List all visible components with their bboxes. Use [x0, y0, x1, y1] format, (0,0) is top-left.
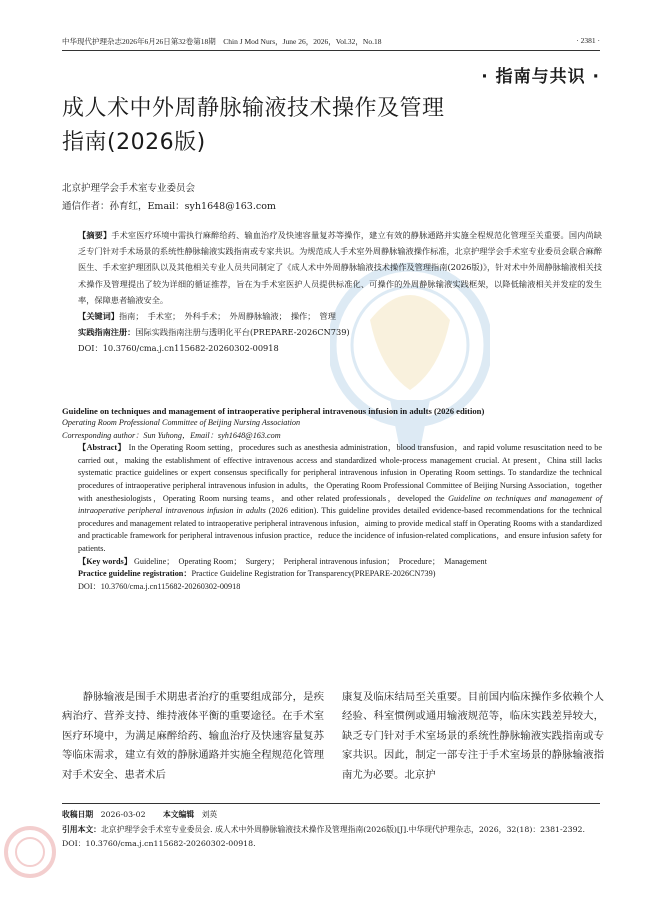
- keywords-en-text: Guideline； Operating Room； Surgery； Peripheral intravenous infusion； Procedure； Management: [133, 556, 487, 566]
- footer-divider: [62, 803, 600, 804]
- abstract-cn: [62, 227, 602, 357]
- citation-text: 北京护理学会手术室专业委员会. 成人术中外周静脉输液技术操作及管理指南(2026版)[J].中华现代护理杂志，2026，32(18)：2381-2392. DOI：10.3760/cma.j.cn115682-20260302-00918.: [62, 824, 585, 848]
- running-header-text: 中华现代护理杂志2026年6月26日第32卷第18期 Chin J Mod Nurs，June 26，2026，Vol.32，No.18: [62, 37, 382, 46]
- article-title-cn: [62, 92, 602, 160]
- registration-cn: [62, 324, 602, 340]
- received-date: 2026-03-02: [100, 810, 146, 819]
- abstract-en-text-1: In the Operating Room setting，procedures such as anesthesia administration，blood transfusion，and rapid volume resuscitation need to be carried out，making the establishment of effective intravenous access and standardized whole-process management crucial. At present，China still lacks systematic practice guidelines or expert consensus specifically for peripheral intravenous infusion in Operating Room settings. To standardize the technical procedures of intraoperative peripheral intravenous infusion in adults，the Operating Room Professional Committee of Beijing Nursing Association，together with anesthesiologists，Operating Room nursing teams，and other related professionals，developed the: [78, 443, 603, 503]
- registration-en-label: Practice guideline registration：: [78, 569, 192, 579]
- title-line-2: 指南(2026版): [62, 130, 206, 155]
- body-text: [62, 688, 602, 792]
- header-divider: [62, 50, 600, 51]
- keywords-cn-text: 指南； 手术室； 外科手术； 外周静脉输液； 操作； 管理: [118, 311, 336, 322]
- column-label: · 指南与共识 ·: [481, 67, 600, 87]
- author-org-en: Operating Room Professional Committee of Beijing Nursing Association: [62, 418, 301, 427]
- author-block-cn: [62, 180, 276, 216]
- registration-cn-text: 国际实践指南注册与透明化平台(PREPARE-2026CN739): [135, 327, 350, 338]
- doi-cn: DOI：10.3760/cma.j.cn115682-20260302-00918: [78, 343, 279, 354]
- corresponding-author-en: Corresponding author：Sun Yuhong，Email：syh1648@163.com: [62, 430, 281, 440]
- keywords-cn-label: 【关键词】: [78, 311, 119, 322]
- body-column-left: [62, 688, 324, 785]
- body-paragraph-right: 康复及临床结局至关重要。目前国内临床操作多依赖个人经验、科室惯例或通用输液规范等，临床实践差异较大，缺乏专门针对手术室场景的系统性静脉输液实践指南或专家共识。因此，制定一部专注于手术室场景的静脉输液指南尤为必要。北京护: [342, 691, 604, 781]
- corresponding-author-cn: 通信作者：孙育红，Email：syh1648@163.com: [62, 201, 276, 212]
- registration-cn-label: 实践指南注册：: [78, 327, 136, 338]
- abstract-en-text-2: (2026 edition). This guideline provides detailed evidence-based recommendations for the technical procedures and management related to intraoperative peripheral intravenous infusion，aiming to provide medical staff in Operating Rooms with a standardized and practicable framework for peripheral intravenous infusion practice，reduce the incidence of infusion-related complications，and ensure infusion safety for patients.: [78, 506, 602, 553]
- abstract-en-guideline-title: Guideline on techniques and management of intraoperative peripheral intravenous infusion in adults: [78, 493, 602, 516]
- abstract-cn-paragraph: [62, 227, 602, 308]
- abstract-en-paragraph: [62, 442, 602, 555]
- registration-en: [62, 568, 602, 581]
- registration-en-text: Practice Guideline Registration for Transparency(PREPARE-2026CN739): [191, 569, 436, 579]
- editor-label: 本文编辑: [162, 810, 195, 819]
- abstract-en-label: 【Abstract】: [78, 443, 127, 453]
- abstract-cn-text: 手术室医疗环境中需执行麻醉给药、输血治疗及快速容量复苏等操作，建立有效的静脉通路并实施全程规范化管理至关重要。国内尚缺乏专门针对手术场景的系统性静脉输液实践指南或专家共识。为规范成人手术室外周静脉输液操作标准，北京护理学会手术室专业委员会联合麻醉医生、手术室护理团队以及其他相关专业人员共同制定了《成人术中外周静脉输液技术操作及管理指南(2026版)》，针对术中外周静脉输液相关技术操作及管理提出了较为详细的循证推荐，旨在为手术室医护人员提供标准化、可操作的外周静脉输液实践框架，以降低输液相关并发症的发生率，保障患者输液安全。: [78, 230, 603, 305]
- keywords-cn: [62, 308, 602, 324]
- keywords-en: [62, 556, 602, 569]
- citation: [62, 823, 602, 852]
- page-number: · 2381 ·: [576, 36, 600, 45]
- received-label: 收稿日期: [62, 810, 94, 819]
- received-line: [62, 808, 602, 823]
- running-header: [62, 36, 600, 47]
- keywords-en-label: 【Key words】: [78, 556, 132, 566]
- title-line-1: 成人术中外周静脉输液技术操作及管理: [62, 96, 445, 121]
- article-footer: [62, 808, 602, 852]
- editor-name: 刘英: [201, 810, 218, 819]
- abstract-cn-label: 【摘要】: [78, 230, 112, 240]
- doi-en: DOI：10.3760/cma.j.cn115682-20260302-00918: [78, 581, 241, 591]
- body-paragraph-left: 静脉输液是围手术期患者治疗的重要组成部分，是疾病治疗、营养支持、维持液体平衡的重要途径。在手术室医疗环境中，为满足麻醉给药、输血治疗及快速容量复苏等临床需求，建立有效的静脉通路并实施全程规范化管理对手术安全、患者术后: [62, 691, 324, 781]
- article-title-en: Guideline on techniques and management of intraoperative peripheral intravenous infusion in adults (2026 edition): [62, 406, 485, 416]
- publisher-stamp-logo: [0, 820, 70, 880]
- citation-label: 引用本文：: [62, 824, 101, 834]
- english-abstract: [62, 405, 602, 593]
- author-org-cn: 北京护理学会手术室专业委员会: [62, 183, 196, 194]
- body-column-right: [342, 688, 604, 785]
